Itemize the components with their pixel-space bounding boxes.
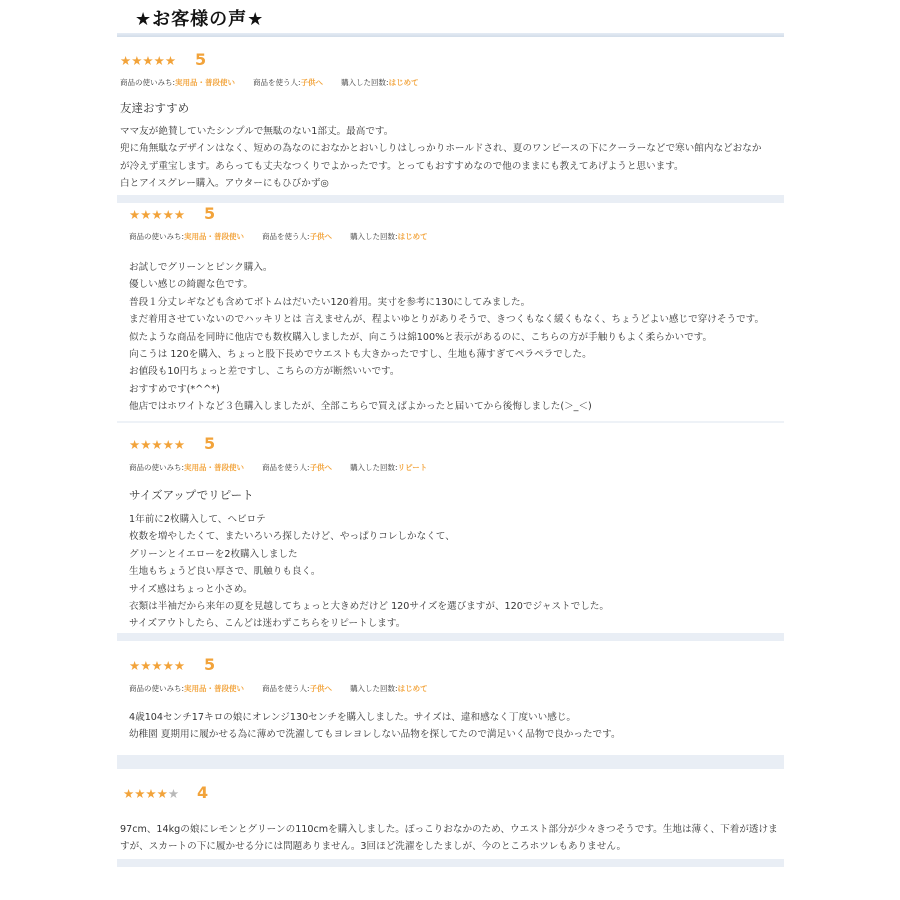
header-rule bbox=[117, 33, 784, 37]
page-header bbox=[117, 0, 784, 37]
review-body: 97cm、14kgの娘にレモンとグリーンの110cmを購入しました。ぽっこりおなかのため、ウエスト部分が少々きつそうです。生地は薄く、下着が透けま すが、スカートの下に履かせる分には問題ありません。3回ほど洗濯をしたましが、今のところホツレもありません。 bbox=[120, 824, 778, 853]
star-rating: ★★★★★ bbox=[120, 53, 177, 68]
review-title: 友達おすすめ bbox=[120, 101, 190, 115]
page-title: ★お客様の声★ bbox=[135, 9, 265, 30]
review-meta: 商品の使いみち:実用品・普段使い 商品を使う人:子供へ 購入した回数:リピート bbox=[129, 463, 428, 472]
rating-score: 5 bbox=[204, 204, 216, 223]
review-body: お試しでグリーンとピンク購入。 優しい感じの綺麗な色です。 普段１分丈レギなども含めてボトムはだいたい120着用。実寸を参考に130にしてみました。 まだ着用させていないのでハッキリとは 言えませんが、程よいゆとりがありそうで、きつくもなく緩くもなく、ちょうどよい感じで穿けそうです。 似たような商品を同時に他店でも数枚購入しましたが、向こうは綿100%と表示があるのに、こちらの方が手触りもよく柔らかいです。 向こうは 120を購入、ちょっと股下長めでウエストも大きかったですし、生地も薄すぎてペラペラでした。 お値段も10円ちょっと差ですし、こちらの方が断然いいです。 おすすめです(*^^*) 他店ではホワイトなど３色購入しましたが、全部こちらで買えばよかったと届いてから後悔しました(＞_＜) bbox=[129, 262, 765, 413]
review-divider bbox=[117, 859, 784, 867]
page bbox=[117, 0, 784, 900]
rating-score: 5 bbox=[204, 434, 216, 453]
rating-score: 5 bbox=[204, 655, 216, 674]
review-divider bbox=[117, 421, 784, 423]
review-divider bbox=[117, 195, 784, 203]
review-body: ママ友が絶賛していたシンプルで無駄のない1部丈。最高です。 兜に角無駄なデザインはなく、短めの為なのにおなかとおいしりはしっかりホールドされ、夏のワンピースの下にクーラーなどで寒い館内などおなか が冷えず重宝します。あらっても丈夫なつくりでよかったです。とってもおすすめなので他のままにも教えてあげようと思います。 白とアイスグレー購入。アウターにもひびかず◎ bbox=[120, 126, 762, 190]
review-meta: 商品の使いみち:実用品・普段使い 商品を使う人:子供へ 購入した回数:はじめて bbox=[120, 78, 419, 87]
review-meta: 商品の使いみち:実用品・普段使い 商品を使う人:子供へ 購入した回数:はじめて bbox=[129, 232, 428, 241]
review-divider bbox=[117, 633, 784, 641]
star-rating: ★★★★★ bbox=[129, 207, 186, 222]
review-title: サイズアップでリピート bbox=[129, 488, 254, 502]
star-rating: ★★★★★ bbox=[129, 658, 186, 673]
star-rating: ★★★★★ bbox=[123, 786, 180, 801]
review-body: 1年前に2枚購入して、ヘビロテ 枚数を増やしたくて、またいろいろ探したけど、やっぱりコレしかなくて、 グリーンとイエローを2枚購入しました 生地もちょうど良い厚さで、肌触りも良く。 サイズ感はちょっと小さめ。 衣類は半袖だから来年の夏を見越してちょっと大きめだけど 120サイズを選びますが、120でジャストでした。 サイズアウトしたら、こんどは迷わずこちらをリピートします。 bbox=[129, 514, 610, 630]
rating-score: 4 bbox=[197, 783, 209, 802]
review-meta: 商品の使いみち:実用品・普段使い 商品を使う人:子供へ 購入した回数:はじめて bbox=[129, 684, 428, 693]
star-rating: ★★★★★ bbox=[129, 437, 186, 452]
rating-score: 5 bbox=[195, 50, 207, 69]
review-body: 4歳104センチ17キロの娘にオレンジ130センチを購入しました。サイズは、違和感なく丁度いい感じ。 幼稚園 夏期用に履かせる為に薄めで洗濯してもヨレヨレしない品物を探してたので満足いく品物で良かったです。 bbox=[129, 712, 621, 741]
review-divider bbox=[117, 755, 784, 769]
